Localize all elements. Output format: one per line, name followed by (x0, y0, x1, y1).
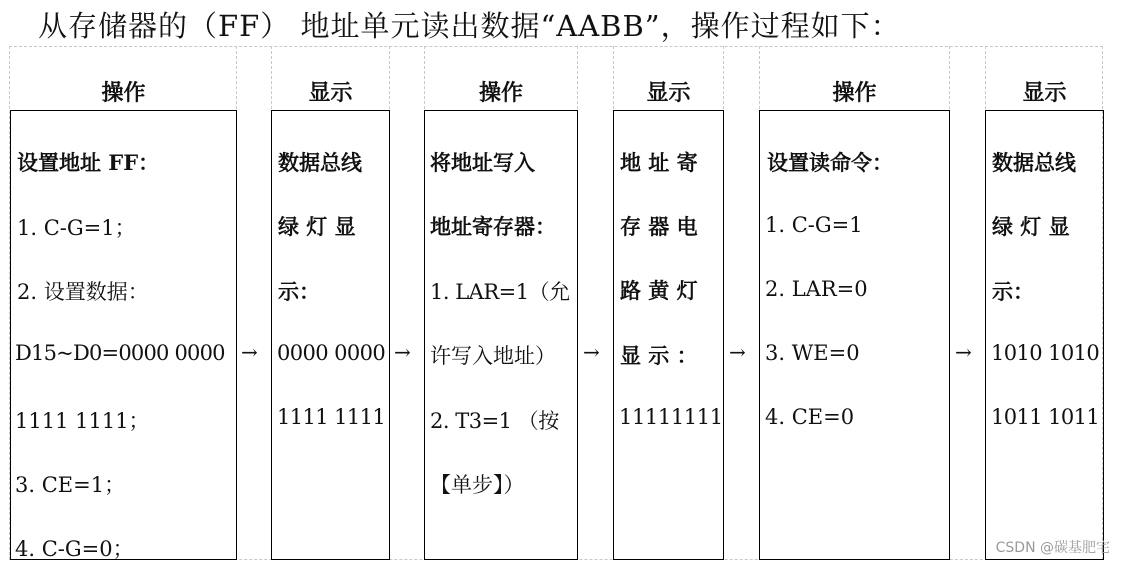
cell-line: D15~D0=0000 0000 (15, 341, 225, 365)
display-cell-address-register (613, 110, 724, 560)
cell-line: 将地址写入 (430, 150, 535, 175)
cell-line: 1010 1010 (991, 341, 1100, 365)
column-header-display-2: 显示 (646, 80, 691, 106)
page-title: 从存储器的（FF） 地址单元读出数据“AABB”，操作过程如下： (38, 9, 901, 43)
cell-line: 3. WE=0 (765, 341, 860, 365)
cell-line: 示： (992, 279, 1034, 304)
cell-line: 11111111 (619, 405, 723, 429)
cell-line: 绿 灯 显 (992, 214, 1070, 239)
cell-line: 3. CE=1； (15, 473, 126, 497)
cell-line: 4. CE=0 (765, 405, 855, 429)
arrow-right-icon: → (583, 340, 600, 364)
cell-line: 1111 1111； (15, 409, 150, 433)
csdn-watermark: CSDN @碳基肥宅 (995, 540, 1110, 556)
cell-line: 设置读命令： (767, 150, 893, 175)
cell-line: 数据总线 (278, 150, 362, 175)
cell-line: 2. T3=1 （按 (430, 409, 559, 433)
operation-cell-read-command (759, 110, 950, 560)
cell-line: 地址寄存器： (430, 214, 556, 239)
cell-line: 示： (278, 279, 320, 304)
cell-line: 1111 1111 (277, 405, 386, 429)
cell-line: 存 器 电 (620, 214, 698, 239)
cell-line: 1. LAR=1（允 (430, 280, 570, 304)
cell-line: 2. 设置数据： (17, 280, 149, 304)
cell-line: 路 黄 灯 (620, 278, 698, 303)
column-header-operation-1: 操作 (101, 80, 146, 106)
cell-line: 4. C-G=0； (15, 537, 134, 560)
arrow-right-icon: → (394, 340, 411, 364)
cell-line: 地 址 寄 (620, 150, 698, 175)
cell-line: 1011 1011 (991, 405, 1100, 429)
column-header-display-1: 显示 (308, 80, 353, 106)
operation-cell-write-address (424, 110, 578, 560)
cell-line: 数据总线 (992, 150, 1076, 175)
arrow-right-icon: → (729, 340, 746, 364)
column-header-operation-2: 操作 (478, 80, 523, 106)
display-cell-data-bus-1 (271, 110, 390, 560)
cell-line: 绿 灯 显 (278, 214, 356, 239)
arrow-right-icon: → (955, 340, 972, 364)
column-header-operation-3: 操作 (832, 80, 877, 106)
cell-line: 1. C-G=1； (17, 216, 136, 240)
column-header-display-3: 显示 (1022, 80, 1067, 106)
cell-line: 2. LAR=0 (765, 277, 868, 301)
cell-line: 1. C-G=1 (765, 213, 863, 237)
operation-cell-set-address (10, 110, 237, 560)
arrow-right-icon: → (241, 340, 258, 364)
cell-line: 【单步】） (430, 473, 525, 497)
display-cell-data-bus-2 (985, 110, 1104, 560)
cell-line: 显 示 ： (620, 343, 698, 368)
cell-line: 0000 0000 (277, 341, 386, 365)
cell-line: 设置地址 FF： (17, 150, 160, 175)
cell-line: 许写入地址） (430, 344, 556, 368)
